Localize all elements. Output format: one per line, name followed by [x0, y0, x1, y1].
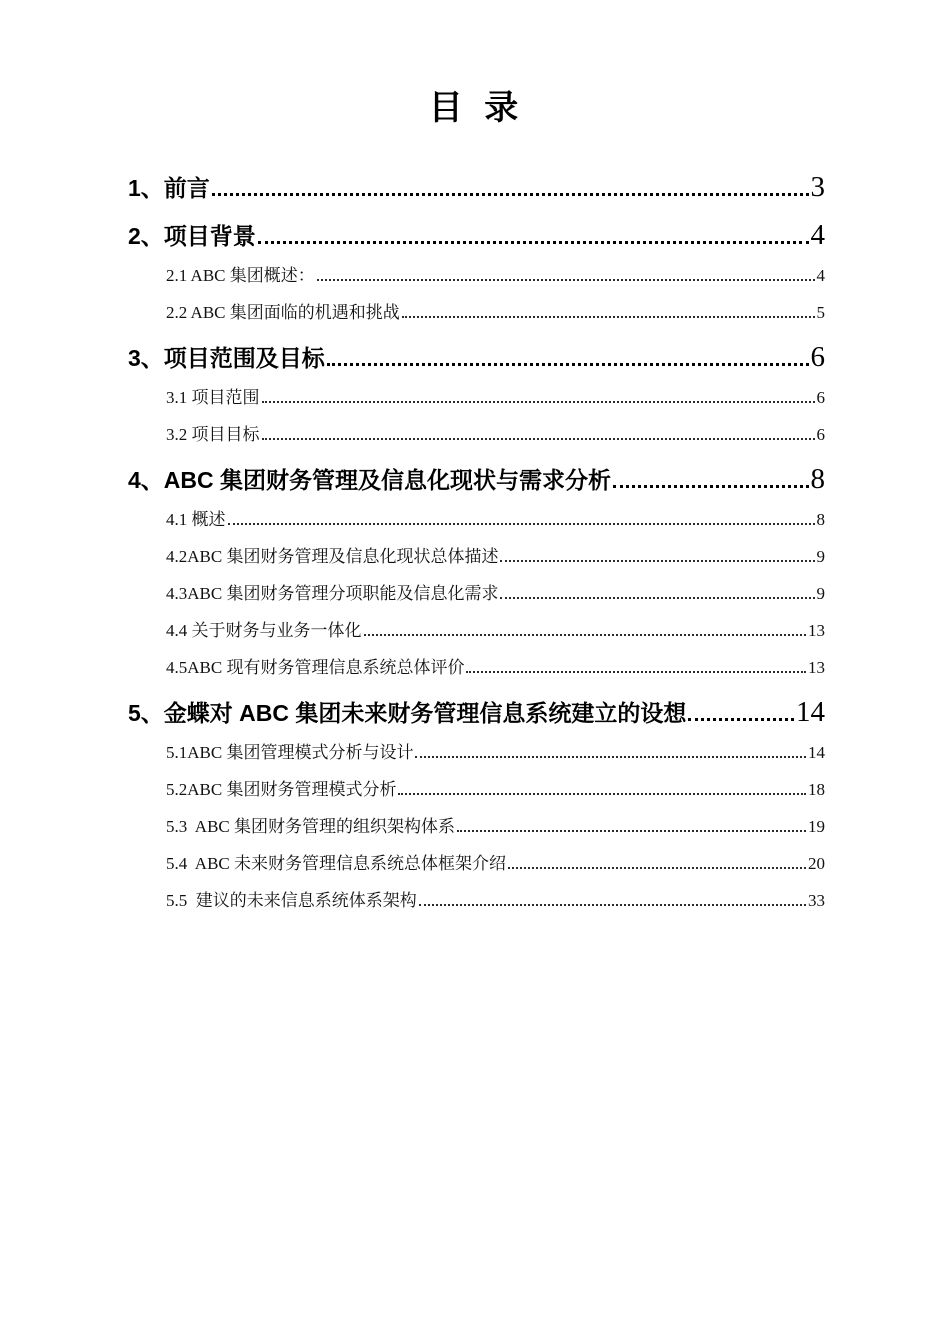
dot-leader [258, 241, 809, 244]
dot-leader [500, 597, 814, 599]
toc-page-number: 9 [816, 584, 825, 603]
toc-page-number: 6 [816, 388, 825, 407]
toc-page-number: 8 [816, 510, 825, 529]
toc-entry-4-5[interactable] [128, 656, 825, 680]
dot-leader [466, 671, 806, 673]
toc-entry-2-1[interactable] [128, 264, 825, 288]
toc-entry-label: 3、项目范围及目标 [128, 345, 325, 371]
toc-entry-label: 3.2 项目目标 [166, 425, 260, 444]
toc-entry-2[interactable] [128, 220, 825, 251]
toc-entry-4-1[interactable] [128, 508, 825, 532]
toc-entry-5-2[interactable] [128, 778, 825, 802]
toc-entry-label: 4.3ABC 集团财务管理分项职能及信息化需求 [166, 584, 499, 603]
toc-entry-1[interactable] [128, 172, 825, 203]
toc-page-number: 13 [808, 658, 825, 677]
toc-entry-4-4[interactable] [128, 619, 825, 643]
toc-entry-label: 3.1 项目范围 [166, 388, 260, 407]
toc-page-number: 13 [808, 621, 825, 640]
toc-entry-label: 5.2ABC 集团财务管理模式分析 [166, 780, 397, 799]
dot-leader [212, 193, 809, 196]
toc-entry-3[interactable] [128, 342, 825, 373]
toc-page-number: 4 [816, 266, 825, 285]
dot-leader [613, 485, 808, 488]
toc-page-number: 3 [810, 171, 825, 203]
dot-leader [402, 316, 815, 318]
dot-leader [327, 363, 809, 366]
toc-entry-3-2[interactable] [128, 423, 825, 447]
toc-page-number: 33 [808, 891, 825, 910]
table-of-contents [128, 172, 825, 913]
toc-entry-label: 4、ABC 集团财务管理及信息化现状与需求分析 [128, 467, 612, 493]
toc-page-number: 14 [808, 743, 825, 762]
dot-leader [364, 634, 807, 636]
dot-leader [419, 904, 806, 906]
toc-page-number: 4 [810, 219, 825, 251]
page-title: 目 录 [428, 89, 525, 127]
toc-content [128, 88, 825, 913]
toc-page-number: 18 [808, 780, 825, 799]
toc-entry-label: 5.3 ABC 集团财务管理的组织架构体系 [166, 817, 456, 836]
dot-leader [415, 756, 806, 758]
toc-entry-5-5[interactable] [128, 889, 825, 913]
dot-leader [457, 830, 806, 832]
dot-leader [228, 523, 815, 525]
dot-leader [688, 718, 794, 721]
dot-leader [500, 560, 814, 562]
toc-entry-4-2[interactable] [128, 545, 825, 569]
toc-page-number: 5 [816, 303, 825, 322]
toc-entry-5[interactable] [128, 697, 825, 728]
toc-entry-label: 5.5 建议的未来信息系统体系架构 [166, 891, 417, 910]
toc-page-number: 9 [816, 547, 825, 566]
toc-entry-label: 4.4 关于财务与业务一体化 [166, 621, 362, 640]
toc-entry-4-3[interactable] [128, 582, 825, 606]
toc-entry-label: 5.1ABC 集团管理模式分析与设计 [166, 743, 414, 762]
toc-entry-3-1[interactable] [128, 386, 825, 410]
toc-entry-label: 2.1 ABC 集团概述： [166, 266, 315, 285]
dot-leader [262, 401, 815, 403]
toc-entry-label: 4.1 概述 [166, 510, 226, 529]
toc-entry-label: 2、项目背景 [128, 223, 256, 249]
toc-entry-label: 1、前言 [128, 175, 210, 201]
dot-leader [262, 438, 815, 440]
toc-page-number: 19 [808, 817, 825, 836]
toc-entry-label: 5、金蝶对 ABC 集团未来财务管理信息系统建立的设想 [128, 700, 687, 726]
toc-entry-label: 5.4 ABC 未来财务管理信息系统总体框架介绍 [166, 854, 507, 873]
dot-leader [317, 279, 815, 281]
toc-entry-2-2[interactable] [128, 301, 825, 325]
toc-entry-5-1[interactable] [128, 741, 825, 765]
toc-entry-5-4[interactable] [128, 852, 825, 876]
toc-page-number: 20 [808, 854, 825, 873]
toc-entry-label: 4.2ABC 集团财务管理及信息化现状总体描述 [166, 547, 499, 566]
toc-entry-5-3[interactable] [128, 815, 825, 839]
toc-entry-label: 4.5ABC 现有财务管理信息系统总体评价 [166, 658, 465, 677]
toc-page-number: 6 [816, 425, 825, 444]
dot-leader [398, 793, 806, 795]
dot-leader [508, 867, 806, 869]
toc-page-number: 6 [810, 341, 825, 373]
toc-entry-4[interactable] [128, 464, 825, 495]
toc-entry-label: 2.2 ABC 集团面临的机遇和挑战 [166, 303, 400, 322]
toc-page-number: 14 [796, 696, 825, 728]
toc-page-number: 8 [810, 463, 825, 495]
